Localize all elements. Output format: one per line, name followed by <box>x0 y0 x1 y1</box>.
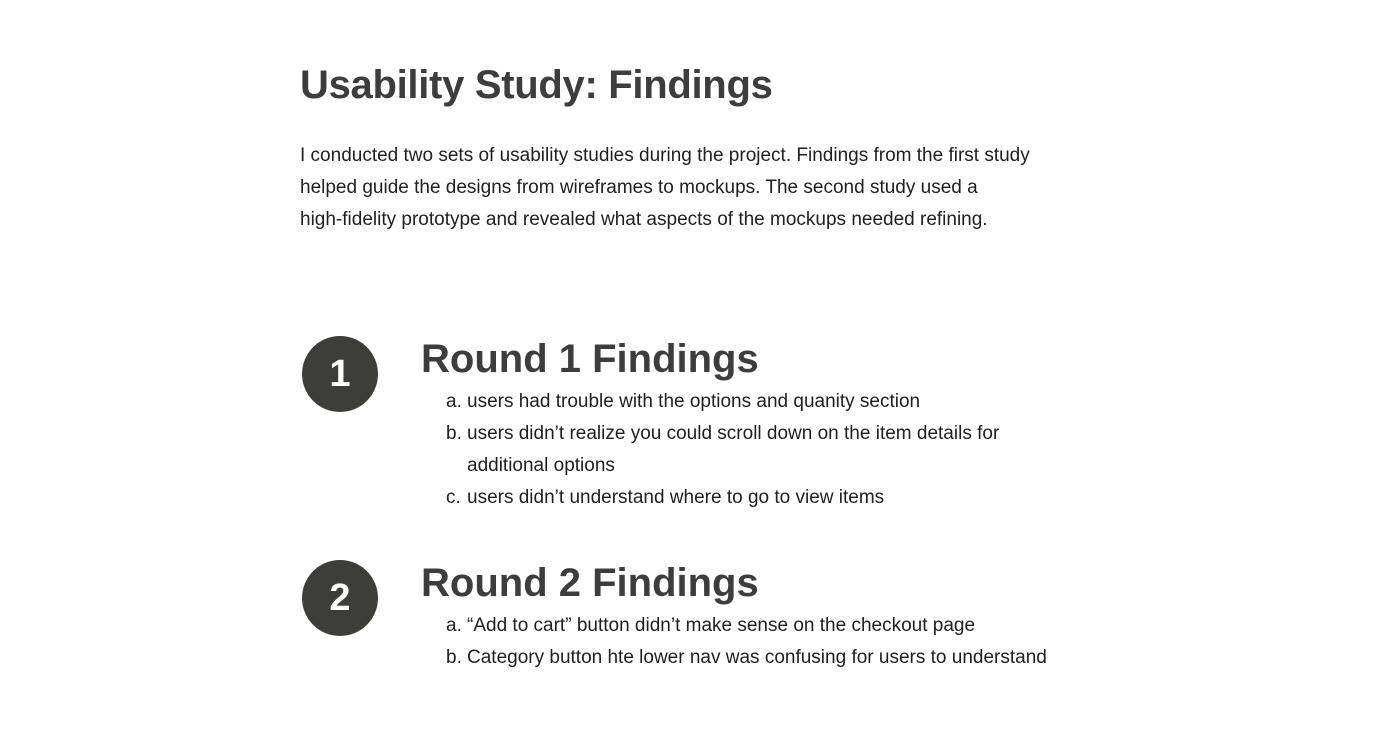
round-title: Round 2 Findings <box>421 561 759 605</box>
finding-text: users didn’t understand where to go to view items <box>467 487 885 508</box>
page-title: Usability Study: Findings <box>300 63 773 107</box>
finding-text: users had trouble with the options and quanity section <box>467 391 921 412</box>
intro-line: high-fidelity prototype and revealed what aspects of the mockups needed refining. <box>300 209 988 230</box>
finding-text: additional options <box>467 455 615 476</box>
intro-line: helped guide the designs from wireframes to mockups. The second study used a <box>300 177 978 198</box>
finding-marker: b. <box>446 423 462 444</box>
finding-item <box>446 610 1047 642</box>
findings-list <box>446 610 1047 674</box>
round-number-badge: 2 <box>302 560 378 636</box>
finding-text: “Add to cart” button didn’t make sense on the checkout page <box>467 615 976 636</box>
round-number-badge: 1 <box>302 336 378 412</box>
finding-item <box>446 386 999 418</box>
finding-marker: c. <box>446 487 461 508</box>
intro-line: I conducted two sets of usability studies during the project. Findings from the first study <box>300 145 1030 166</box>
finding-marker: a. <box>446 391 462 412</box>
finding-marker: b. <box>446 647 462 668</box>
finding-item <box>446 418 999 482</box>
intro-paragraph <box>300 140 1100 236</box>
finding-item <box>446 482 999 514</box>
findings-list <box>446 386 999 514</box>
finding-text: users didn’t realize you could scroll down on the item details for <box>467 423 1000 444</box>
finding-marker: a. <box>446 615 462 636</box>
finding-item <box>446 642 1047 674</box>
round-title: Round 1 Findings <box>421 337 759 381</box>
finding-text: Category button hte lower nav was confusing for users to understand <box>467 647 1047 668</box>
